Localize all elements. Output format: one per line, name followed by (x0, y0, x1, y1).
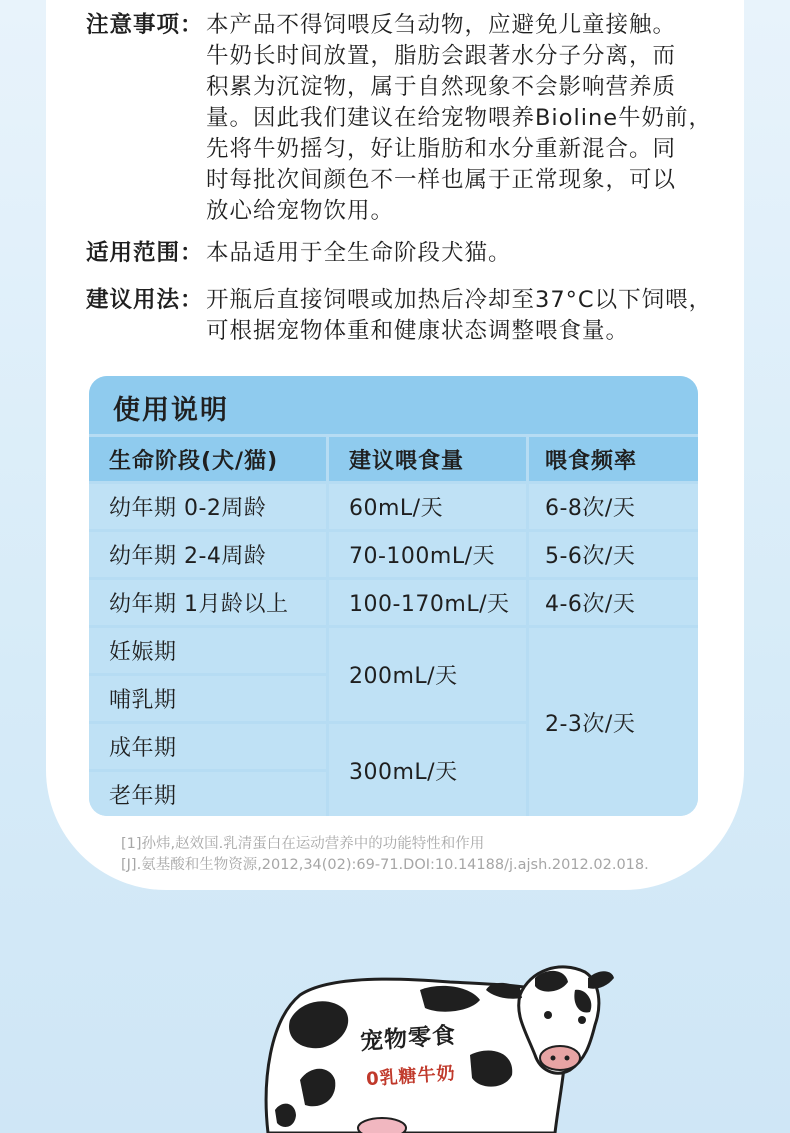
usage-line: 可根据宠物体重和健康状态调整喂食量。 (206, 318, 630, 344)
header-stage: 生命阶段(犬/猫) (89, 437, 326, 481)
notes-line: 先将牛奶摇匀，好让脂肪和水分重新混合。同 (206, 136, 677, 162)
table-cell-amount-merged: 300mL/天 (329, 724, 526, 816)
usage-label: 建议用法： (86, 287, 204, 313)
notes-line: 时每批次间颜色不一样也属于正常现象，可以 (206, 167, 677, 193)
table-cell-frequency: 4-6次/天 (529, 580, 698, 625)
notes-line: 积累为沉淀物，属于自然现象不会影响营养质 (206, 74, 677, 100)
table-cell-amount: 70-100mL/天 (329, 532, 526, 577)
table-cell-amount-merged: 200mL/天 (329, 628, 526, 721)
table-cell-stage: 哺乳期 (89, 676, 326, 721)
reference-line: [J].氨基酸和生物资源,2012,34(02):69-71.DOI:10.14188/j.ajsh.2012.02.018. (121, 857, 649, 873)
table-cell-stage: 妊娠期 (89, 628, 326, 673)
sticker-title: 宠物零食 (359, 1022, 457, 1056)
notes-line: 量。因此我们建议在给宠物喂养Bioline牛奶前， (206, 105, 713, 131)
table-cell-amount: 60mL/天 (329, 484, 526, 529)
usage-table (89, 376, 698, 816)
table-cell-stage: 成年期 (89, 724, 326, 769)
table-cell-stage: 老年期 (89, 772, 326, 816)
notes-line: 本产品不得饲喂反刍动物，应避免儿童接触。 (206, 12, 677, 38)
header-amount: 建议喂食量 (329, 437, 526, 481)
reference-line: [1]孙炜,赵效国.乳清蛋白在运动营养中的功能特性和作用 (121, 836, 485, 852)
references (121, 834, 649, 876)
scope-line: 本品适用于全生命阶段犬猫。 (206, 240, 512, 266)
table-cell-stage: 幼年期 2-4周龄 (89, 532, 326, 577)
table-cell-stage: 幼年期 0-2周龄 (89, 484, 326, 529)
header-frequency: 喂食频率 (529, 437, 698, 481)
notes-label: 注意事项： (86, 12, 204, 38)
notes-text (206, 10, 713, 227)
usage-line: 开瓶后直接饲喂或加热后冷却至37°C以下饲喂， (206, 287, 713, 313)
sticker-subtitle: 0乳糖牛奶 (365, 1062, 457, 1091)
table-cell-stage: 幼年期 1月龄以上 (89, 580, 326, 625)
usage-text (206, 285, 713, 347)
table-title: 使用说明 (113, 395, 229, 426)
scope-text (206, 238, 706, 269)
notes-line: 放心给宠物饮用。 (206, 198, 395, 224)
table-cell-amount: 100-170mL/天 (329, 580, 526, 625)
table-cell-frequency: 5-6次/天 (529, 532, 698, 577)
table-cell-frequency-merged: 2-3次/天 (529, 628, 698, 816)
table-cell-frequency: 6-8次/天 (529, 484, 698, 529)
scope-label: 适用范围： (86, 240, 204, 266)
notes-line: 牛奶长时间放置，脂肪会跟著水分子分离，而 (206, 43, 677, 69)
